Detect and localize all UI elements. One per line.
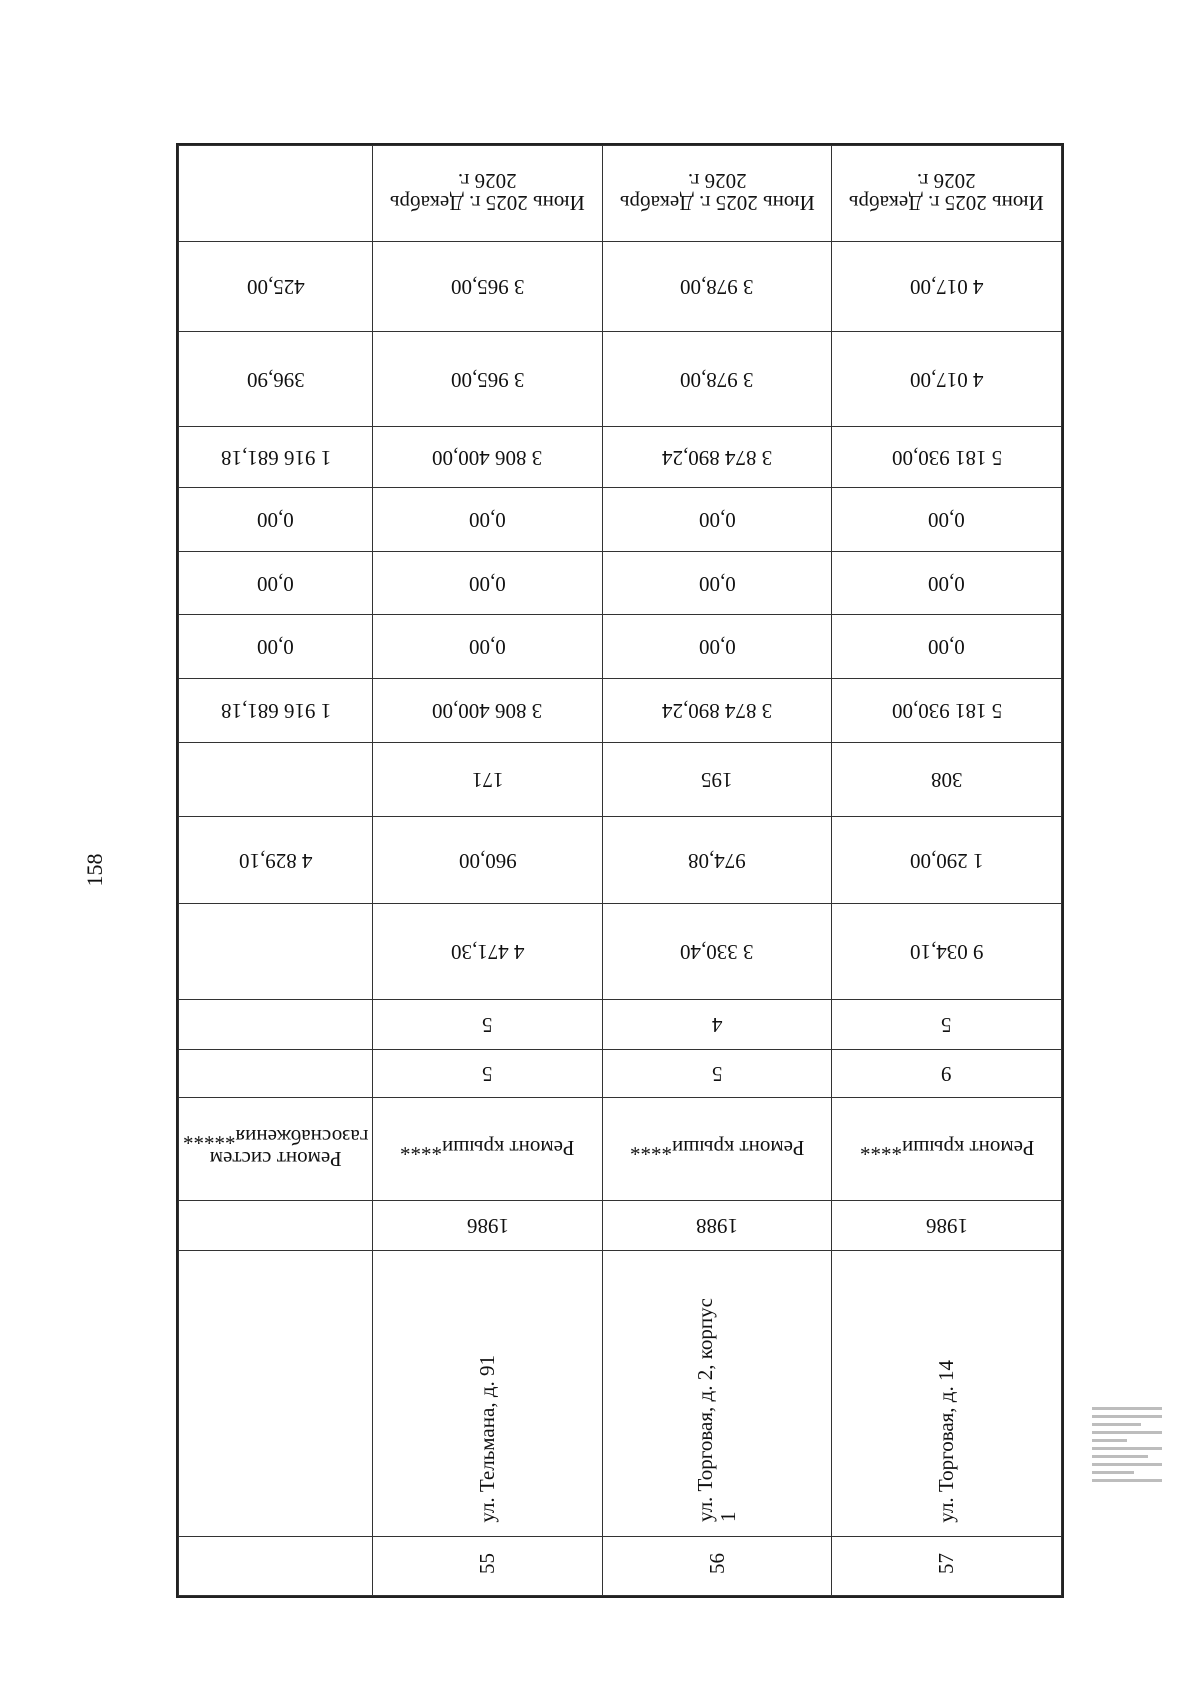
table-cell-entrances [179,999,373,1049]
table-cell-area-a [373,817,603,904]
table-row [179,488,1062,552]
table-row [179,241,1062,331]
cell-text: 1 290,00 [909,848,984,873]
cell-text: 0,00 [698,571,736,596]
table-cell-zero-1 [179,488,373,552]
cell-text: 4 471,30 [450,940,525,965]
cell-text: 1986 [466,1213,509,1238]
cell-text: 4 017,00 [909,274,984,299]
table-row [179,331,1062,427]
cell-text: 0,00 [469,571,506,596]
table-cell-total-b [179,679,373,743]
table-cell-entrances [373,999,603,1049]
table-cell-cost-b [832,331,1062,427]
table-cell-period [373,146,603,242]
cell-text: 5 181 930,00 [891,445,1002,470]
cell-text: 0,00 [469,635,506,660]
cell-text: 0,00 [257,507,294,532]
table-row [179,615,1062,679]
cell-text: 5 [482,1061,493,1086]
table-cell-zero-3 [602,615,832,679]
cell-text: 195 [701,768,733,793]
table-body [178,145,1062,1596]
cell-text: 9 [941,1061,952,1086]
cell-text: Ремонт крыши**** [859,1136,1034,1161]
cell-text: 3 874 890,24 [661,445,773,470]
table-cell-floors [179,1049,373,1097]
table-cell-index [602,1537,832,1596]
table-cell-area-a [832,817,1062,904]
table-cell-index [373,1537,603,1596]
table-row [179,1250,1062,1537]
table-cell-zero-3 [373,615,603,679]
cell-text: 5 [711,1061,723,1086]
table-cell-zero-2 [602,551,832,615]
cell-text: 3 965,00 [450,367,525,392]
table-cell-count [373,742,603,816]
table-cell-address [179,1250,373,1537]
table-row [179,1097,1062,1200]
table-cell-count [602,742,832,816]
cell-text: 0,00 [698,635,736,660]
table-row [179,999,1062,1049]
table-cell-count [179,742,373,816]
cell-text: 308 [930,768,963,793]
table-cell-area-b [832,904,1062,1000]
cell-text: 3 965,00 [450,274,525,299]
cell-text: 57 [934,1552,959,1574]
stamp-mark [1092,1402,1162,1597]
table-cell-zero-3 [832,615,1062,679]
cell-text: 1986 [925,1213,968,1238]
cell-text: 1988 [696,1213,739,1238]
table-cell-total-a [832,427,1062,488]
table-cell-area-a [602,817,832,904]
table-row [179,904,1062,1000]
cell-text: 4 [711,1012,723,1037]
cell-text: 4 017,00 [909,367,984,392]
cell-text: 5 [941,1012,952,1037]
cell-text: 960,00 [458,848,517,873]
table-cell-year [373,1200,603,1250]
cell-text: 1 916 681,18 [220,699,331,724]
cell-text: 5 181 930,00 [891,699,1002,724]
table-cell-index [179,1537,373,1596]
cell-text: 55 [475,1552,500,1574]
cell-text: 9 034,10 [909,940,984,965]
cell-text: 56 [704,1552,729,1574]
table-cell-cost-a [832,241,1062,331]
table-cell-year [179,1200,373,1250]
table-cell-floors [602,1049,832,1097]
table-cell-total-b [373,679,603,743]
table-cell-total-a [179,427,373,488]
table-cell-total-a [373,427,603,488]
cell-text: 1 916 681,18 [220,445,331,470]
cell-text: 425,00 [246,274,305,299]
cell-text: 0,00 [928,571,966,596]
cell-text: 3 874 890,24 [661,699,773,724]
table-cell-total-a [602,427,832,488]
table-cell-area-b [602,904,832,1000]
table-cell-cost-b [179,331,373,427]
cell-text: 0,00 [928,635,966,660]
table-cell-work-type [179,1097,373,1200]
cell-text: 0,00 [928,507,966,532]
cell-text: ул. Торговая, д. 2, корпус 1 [693,1298,741,1523]
data-table [176,143,1064,1598]
table-row [179,146,1062,242]
table-cell-cost-b [602,331,832,427]
cell-text: Июнь 2025 г. Декабрь 2026 г. [849,169,1045,216]
cell-text: ул. Торговая, д. 14 [934,1359,959,1523]
table-cell-total-b [832,679,1062,743]
table-cell-total-b [602,679,832,743]
page-number: 158 [82,853,107,887]
table-cell-work-type [602,1097,832,1200]
table-row [179,817,1062,904]
table-cell-period [179,146,373,242]
table-cell-entrances [832,999,1062,1049]
table-cell-floors [373,1049,603,1097]
table-cell-year [602,1200,832,1250]
table-cell-zero-1 [602,488,832,552]
table-cell-period [832,146,1062,242]
cell-text: 4 829,10 [238,848,313,873]
cell-text: Ремонт систем газоснабжения***** [182,1124,369,1171]
table-cell-zero-2 [373,551,603,615]
table-cell-zero-1 [832,488,1062,552]
table-cell-area-a [179,817,373,904]
cell-text: Июнь 2025 г. Декабрь 2026 г. [390,169,585,216]
table-row [179,551,1062,615]
table-cell-cost-a [602,241,832,331]
cell-text: ул. Тельмана, д. 91 [474,1354,499,1523]
cell-text: 3 806 400,00 [432,699,543,724]
table-cell-cost-b [373,331,603,427]
table-cell-zero-1 [373,488,603,552]
table-row [179,1537,1062,1596]
cell-text: 974,08 [688,848,746,873]
cell-text: 0,00 [469,507,506,532]
cell-text: 3 978,00 [680,274,754,299]
table-cell-count [832,742,1062,816]
table-cell-zero-2 [832,551,1062,615]
table-row [179,1049,1062,1097]
cell-text: 396,90 [246,367,305,392]
table-cell-address [832,1250,1062,1537]
cell-text: 3 806 400,00 [432,445,543,470]
table-cell-address [602,1250,832,1537]
cell-text: 0,00 [698,507,736,532]
cell-text: 5 [482,1012,493,1037]
table-cell-work-type [832,1097,1062,1200]
cell-text: Ремонт крыши**** [400,1136,575,1161]
table-cell-zero-3 [179,615,373,679]
cell-text: 171 [471,768,504,793]
cell-text: Ремонт крыши**** [629,1136,805,1161]
cell-text: 3 330,40 [680,940,754,965]
cell-text: 0,00 [257,571,294,596]
table-row [179,742,1062,816]
cell-text: Июнь 2025 г. Декабрь 2026 г. [619,169,815,216]
table-row [179,1200,1062,1250]
table-cell-entrances [602,999,832,1049]
table-cell-area-b [179,904,373,1000]
cell-text: 3 978,00 [680,367,754,392]
table-cell-address [373,1250,603,1537]
table-cell-period [602,146,832,242]
table-cell-work-type [373,1097,603,1200]
table-cell-area-b [373,904,603,1000]
table-cell-floors [832,1049,1062,1097]
table-cell-zero-2 [179,551,373,615]
table-row [179,427,1062,488]
table-cell-cost-a [373,241,603,331]
table-row [179,679,1062,743]
cell-text: 0,00 [257,635,294,660]
table-cell-year [832,1200,1062,1250]
table-cell-index [832,1537,1062,1596]
table-cell-cost-a [179,241,373,331]
